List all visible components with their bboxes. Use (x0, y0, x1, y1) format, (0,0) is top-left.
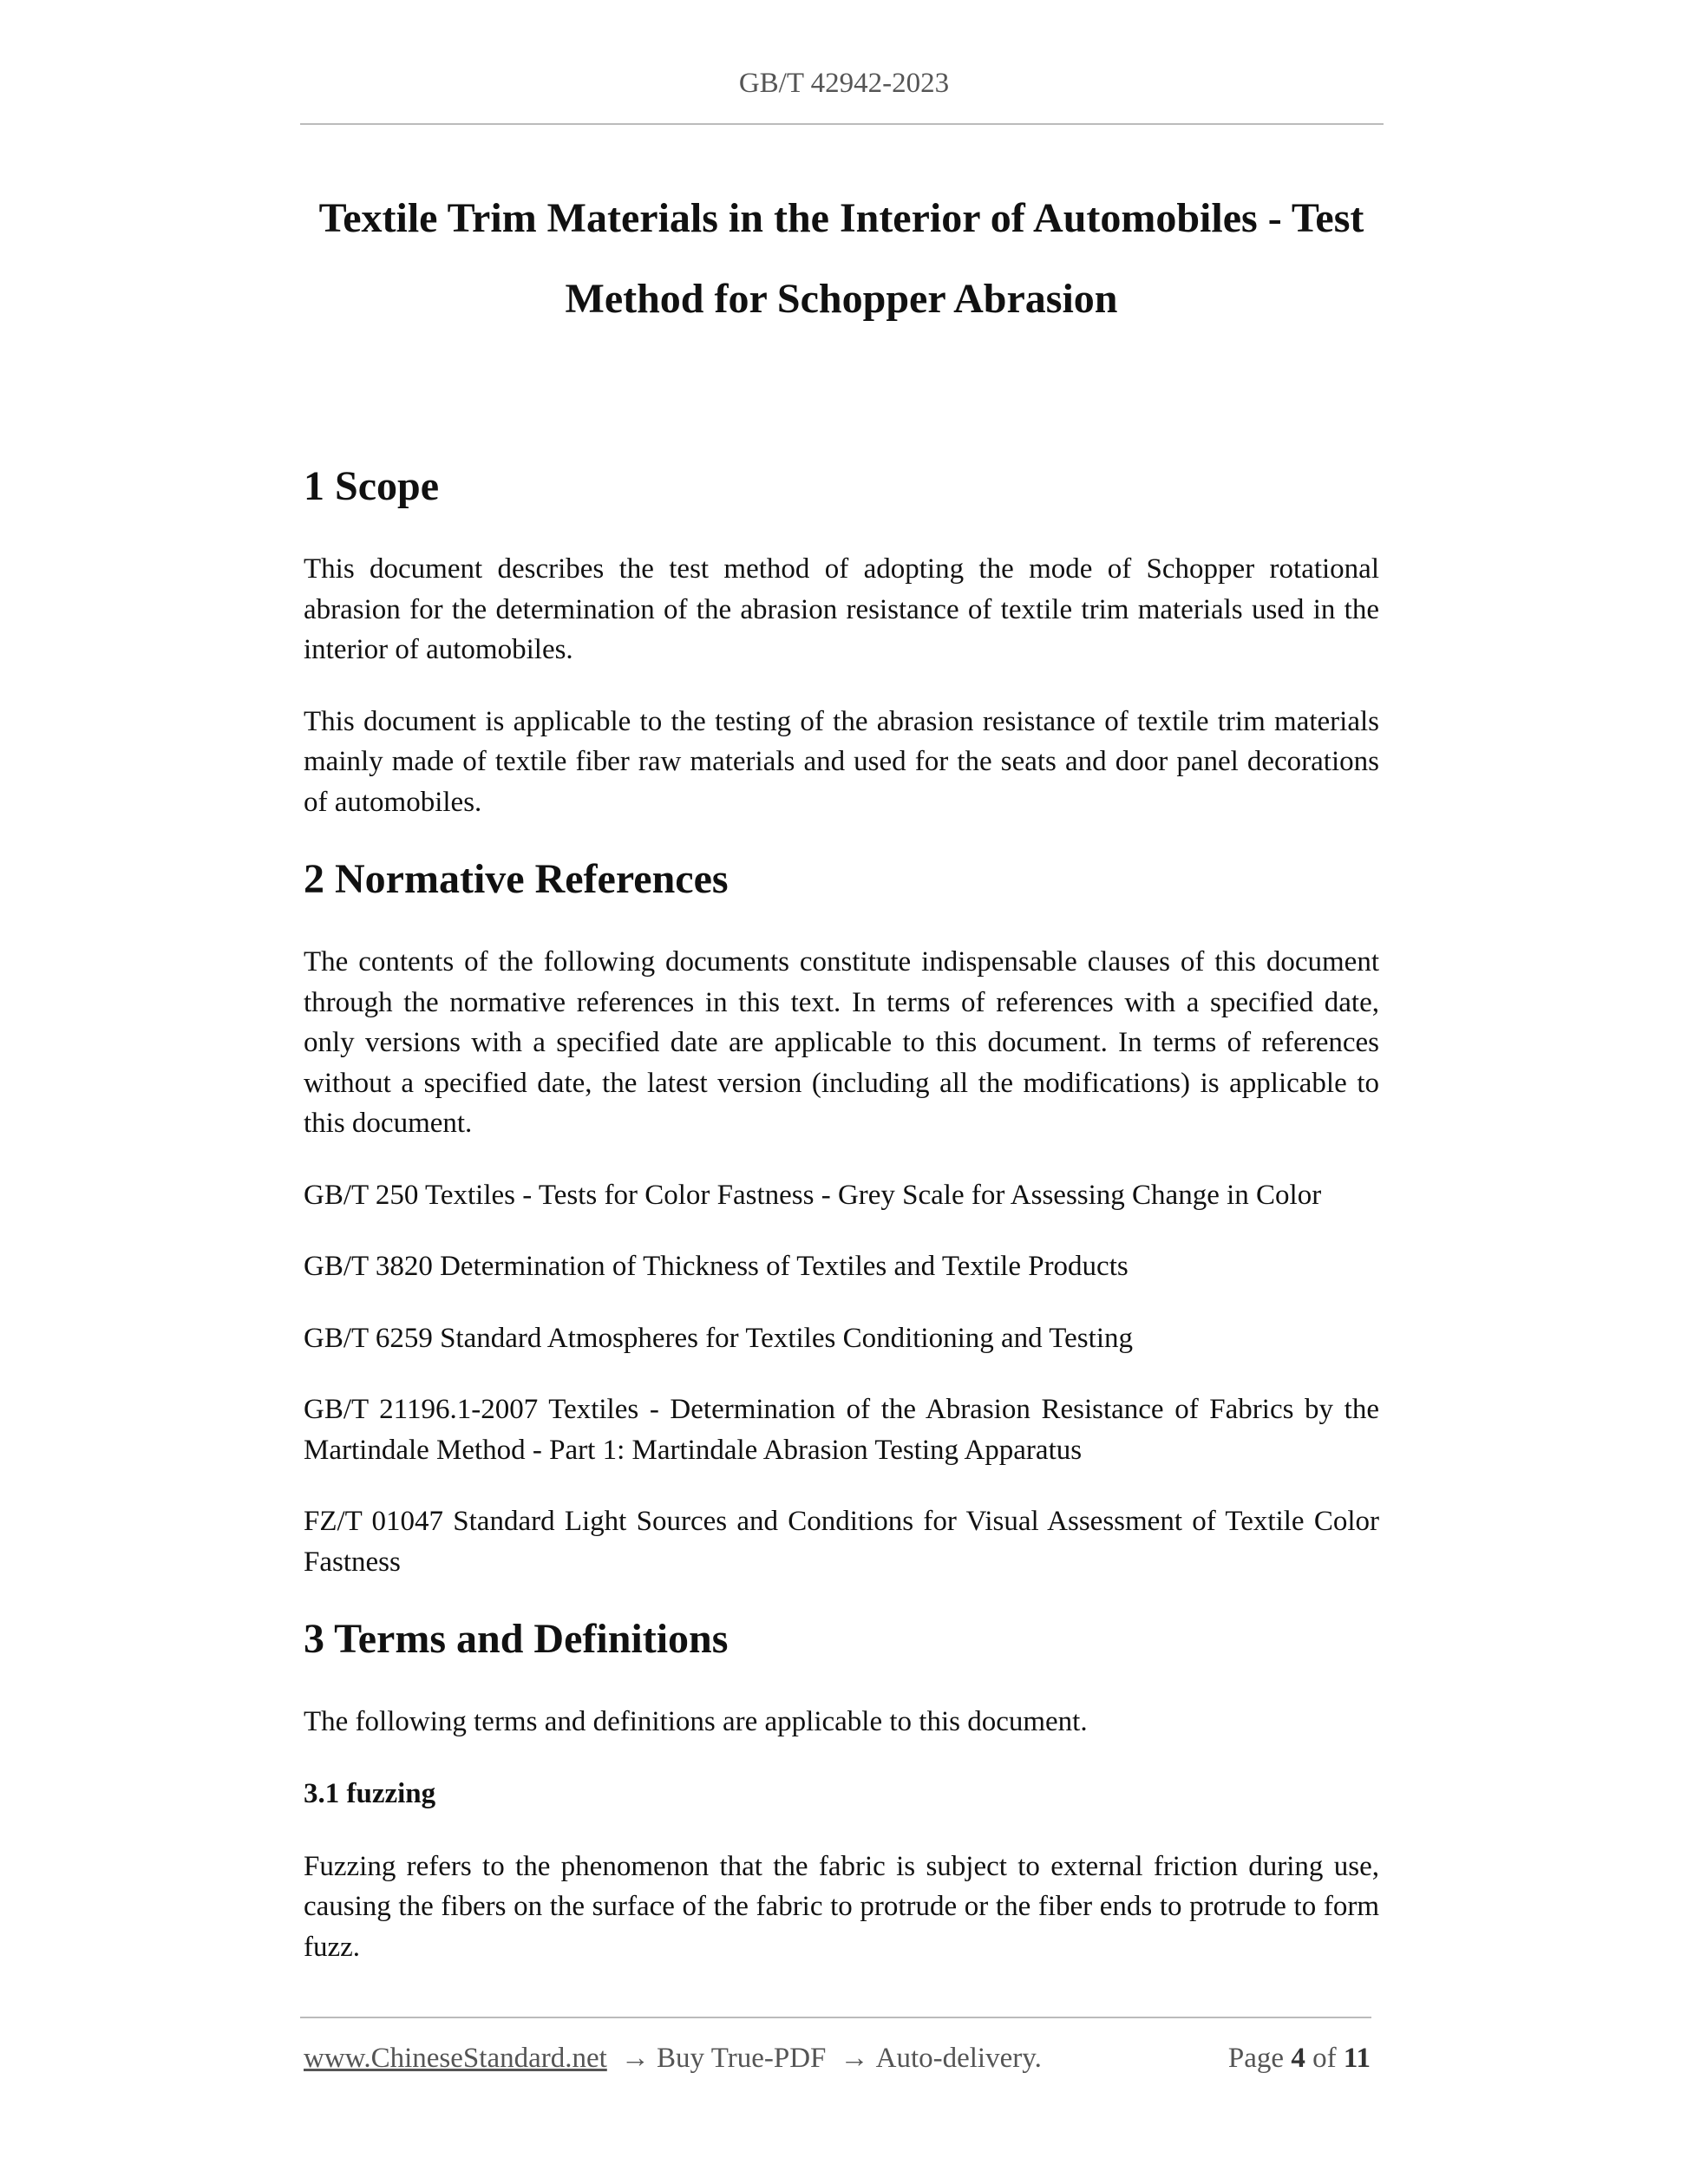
section-heading-scope: 1 Scope (304, 463, 439, 509)
website-link[interactable]: www.ChineseStandard.net (304, 2043, 607, 2074)
footer-divider (300, 2017, 1371, 2018)
page-label: Page (1227, 2043, 1285, 2074)
document-body (304, 178, 1379, 1998)
reference-item: GB/T 6259 Standard Atmospheres for Textiles Conditioning and Testing (304, 1322, 1133, 1354)
page-number (1228, 2038, 1371, 2078)
title-line-2: Method for Schopper Abrasion (565, 276, 1118, 322)
subsection-heading-fuzzing: 3.1 fuzzing (304, 1777, 436, 1809)
section-heading-terms-definitions: 3 Terms and Definitions (304, 1616, 729, 1662)
page-total: 11 (1343, 2043, 1371, 2074)
arrow-right-icon: → (840, 2043, 869, 2074)
reference-item: FZ/T 01047 Standard Light Sources and Conditions for Visual Assessment of Textile Color Fastness (304, 1506, 1379, 1578)
header-standard-code: GB/T 42942-2023 (738, 68, 950, 99)
scope-paragraph-1: This document describes the test method of adopting the mode of Schopper rotational abrasion for the determination of the abrasion resistance of textile trim materials used in the interior of automobiles. (304, 553, 1379, 665)
fuzzing-definition: Fuzzing refers to the phenomenon that the fabric is subject to external friction during use, causing the fibers on the surface of the fabric to protrude or the fiber ends to protrude to form fuzz. (304, 1850, 1379, 1963)
reference-item: GB/T 3820 Determination of Thickness of Textiles and Textile Products (304, 1251, 1129, 1282)
normative-intro-paragraph: The contents of the following documents constitute indispensable clauses of this document through the normative references in this text. In terms of references with a specified date, only versions with a specified date are applicable to this document. In terms of references without a specified date, the latest version (including all the modifications) is applicable to this document. (304, 946, 1379, 1139)
scope-paragraph-2: This document is applicable to the testing of the abrasion resistance of textile trim materials mainly made of textile fiber raw materials and used for the seats and door panel decorations of automobiles. (304, 705, 1379, 818)
header-divider (300, 123, 1384, 125)
section-heading-normative-references: 2 Normative References (304, 856, 729, 902)
title-line-1: Textile Trim Materials in the Interior of Automobiles - Test (318, 195, 1364, 241)
document-title (304, 178, 1379, 339)
auto-delivery-text: Auto-delivery. (875, 2043, 1042, 2074)
buy-true-pdf-text: Buy True-PDF (657, 2043, 827, 2074)
terms-intro-paragraph: The following terms and definitions are applicable to this document. (304, 1706, 1088, 1737)
footer-promo (304, 2038, 1042, 2078)
reference-item: GB/T 21196.1-2007 Textiles - Determination of the Abrasion Resistance of Fabrics by the Martindale Method - Part 1: Martindale Abrasion Testing Apparatus (304, 1394, 1379, 1466)
of-label: of (1312, 2043, 1337, 2074)
arrow-right-icon: → (621, 2043, 651, 2074)
page-current: 4 (1291, 2043, 1305, 2074)
reference-item: GB/T 250 Textiles - Tests for Color Fastness - Grey Scale for Assessing Change in Color (304, 1179, 1322, 1211)
